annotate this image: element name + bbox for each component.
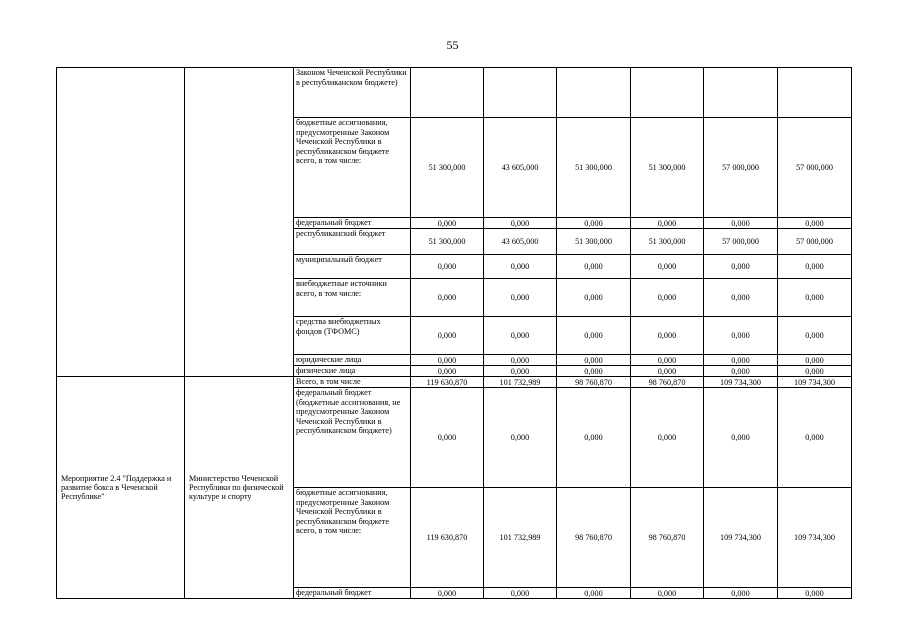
value-cell: 0,000 [411,279,484,317]
row-label: внебюджетные источники всего, в том числе: [294,279,411,317]
row-label: республиканский бюджет [294,229,411,255]
value-cell: 0,000 [631,255,704,279]
value-cell: 0,000 [778,388,852,488]
value-cell: 0,000 [557,388,631,488]
value-cell: 0,000 [631,588,704,599]
value-cell: 0,000 [557,218,631,229]
value-cell: 0,000 [484,255,557,279]
value-cell: 109 734,300 [704,377,778,388]
value-cell: 57 000,000 [778,118,852,218]
value-cell: 98 760,870 [557,488,631,588]
value-cell: 0,000 [704,255,778,279]
value-cell: 43 605,000 [484,118,557,218]
value-cell: 0,000 [778,317,852,355]
value-cell: 51 300,000 [557,229,631,255]
value-cell [778,68,852,118]
value-cell: 0,000 [557,255,631,279]
value-cell: 0,000 [704,317,778,355]
value-cell: 0,000 [631,317,704,355]
value-cell: 51 300,000 [411,229,484,255]
measure-cell-empty [57,68,185,377]
value-cell: 0,000 [557,279,631,317]
row-label: федеральный бюджет (бюджетные ассигнования, не предусмотренные Законом Чеченской Республики в республиканском бюджете) [294,388,411,488]
value-cell [704,68,778,118]
value-cell: 0,000 [557,317,631,355]
value-cell: 0,000 [704,588,778,599]
value-cell: 0,000 [411,218,484,229]
executor-name: Министерство Чеченской Республики по физической культуре и спорту [185,377,294,599]
value-cell: 0,000 [484,366,557,377]
value-cell: 0,000 [557,355,631,366]
value-cell: 0,000 [411,255,484,279]
value-cell: 0,000 [778,366,852,377]
value-cell: 0,000 [631,279,704,317]
value-cell: 98 760,870 [631,488,704,588]
value-cell: 0,000 [631,388,704,488]
value-cell: 0,000 [704,388,778,488]
value-cell: 0,000 [778,588,852,599]
value-cell: 0,000 [704,366,778,377]
value-cell [411,68,484,118]
value-cell: 98 760,870 [631,377,704,388]
row-label: физические лица [294,366,411,377]
value-cell: 0,000 [778,355,852,366]
table-row [57,68,852,118]
value-cell [631,68,704,118]
value-cell: 98 760,870 [557,377,631,388]
value-cell: 0,000 [631,366,704,377]
value-cell: 0,000 [484,218,557,229]
value-cell [557,68,631,118]
value-cell: 0,000 [411,355,484,366]
value-cell: 0,000 [484,317,557,355]
value-cell: 0,000 [557,588,631,599]
value-cell: 101 732,989 [484,377,557,388]
value-cell: 0,000 [704,279,778,317]
value-cell: 57 000,000 [704,118,778,218]
value-cell: 0,000 [631,355,704,366]
row-label: юридические лица [294,355,411,366]
value-cell: 57 000,000 [704,229,778,255]
value-cell: 51 300,000 [411,118,484,218]
row-label: Всего, в том числе [294,377,411,388]
row-label: средства внебюджетных фондов (ТФОМС) [294,317,411,355]
value-cell: 0,000 [484,355,557,366]
value-cell: 101 732,989 [484,488,557,588]
row-label: бюджетные ассигнования, предусмотренные Законом Чеченской Республики в республиканском бюджете всего, в том числе: [294,118,411,218]
value-cell: 0,000 [778,218,852,229]
value-cell: 0,000 [778,279,852,317]
value-cell: 0,000 [411,588,484,599]
value-cell: 119 630,870 [411,377,484,388]
value-cell: 109 734,300 [704,488,778,588]
value-cell: 0,000 [557,366,631,377]
value-cell: 0,000 [704,355,778,366]
executor-cell-empty [185,68,294,377]
value-cell: 0,000 [704,218,778,229]
row-label: бюджетные ассигнования, предусмотренные Законом Чеченской Республики в республиканском бюджете всего, в том числе: [294,488,411,588]
value-cell: 109 734,300 [778,377,852,388]
page-number: 55 [446,38,459,52]
value-cell: 0,000 [411,366,484,377]
row-label: федеральный бюджет [294,588,411,599]
value-cell: 0,000 [411,388,484,488]
row-label: муниципальный бюджет [294,255,411,279]
value-cell: 119 630,870 [411,488,484,588]
value-cell: 0,000 [484,588,557,599]
row-label: Законом Чеченской Республики в республиканском бюджете) [294,68,411,118]
value-cell: 51 300,000 [631,118,704,218]
value-cell: 0,000 [411,317,484,355]
value-cell: 43 605,000 [484,229,557,255]
value-cell: 0,000 [484,279,557,317]
table-row [57,377,852,388]
row-label: федеральный бюджет [294,218,411,229]
measure-name: Мероприятие 2.4 "Поддержка и развитие бокса в Чеченской Республике" [57,377,185,599]
budget-table [56,67,852,599]
value-cell [484,68,557,118]
value-cell: 57 000,000 [778,229,852,255]
value-cell: 0,000 [631,218,704,229]
value-cell: 51 300,000 [557,118,631,218]
value-cell: 51 300,000 [631,229,704,255]
value-cell: 0,000 [778,255,852,279]
value-cell: 0,000 [484,388,557,488]
value-cell: 109 734,300 [778,488,852,588]
